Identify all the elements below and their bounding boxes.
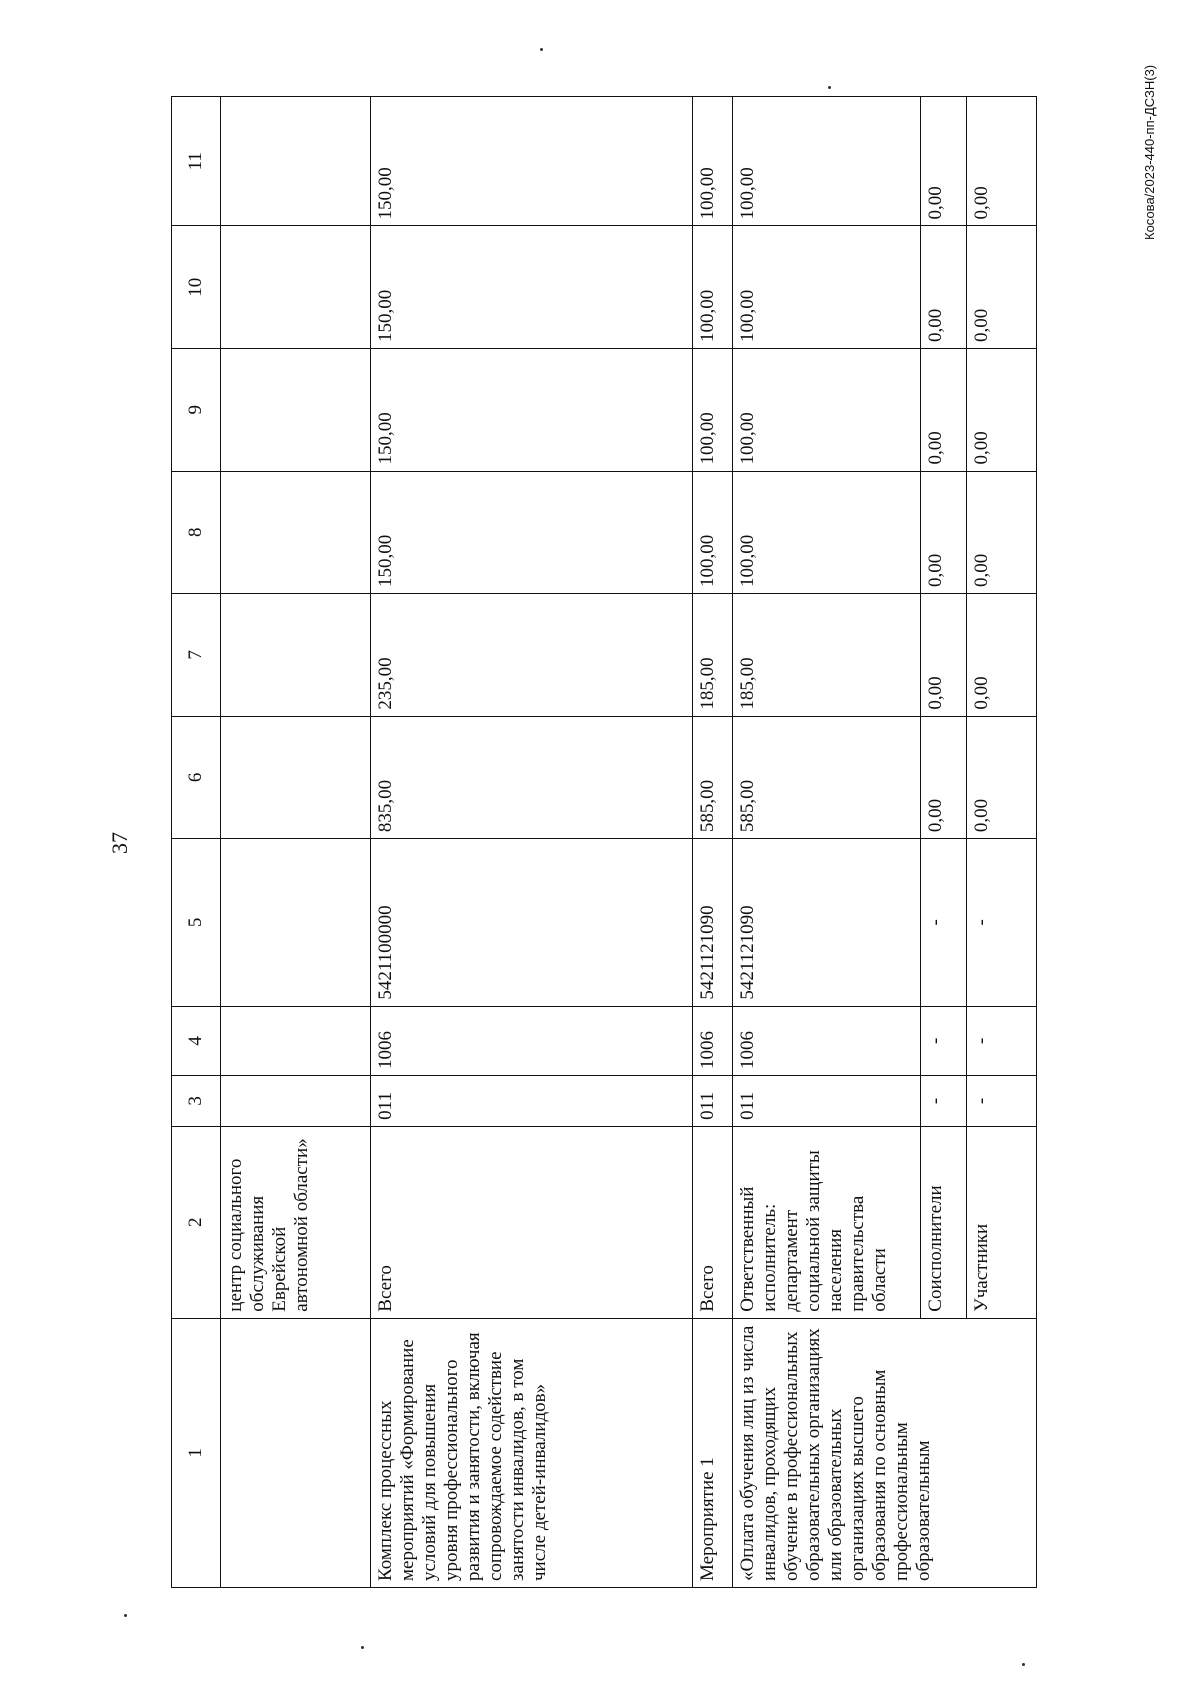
table-cell (221, 1076, 371, 1127)
table-row (371, 97, 693, 1588)
scan-speck (124, 1614, 127, 1617)
column-header: 5 (172, 839, 221, 1007)
table-cell: 100,00 (693, 471, 733, 594)
table-cell (221, 226, 371, 349)
table-cell (221, 349, 371, 472)
table-cell: Участники (967, 1126, 1037, 1318)
table-cell: 150,00 (371, 349, 693, 472)
table-cell (221, 1006, 371, 1075)
table-cell: 835,00 (371, 716, 693, 839)
table-cell: 0,00 (921, 471, 967, 594)
budget-table-rotated (171, 96, 1112, 1588)
table-row (221, 97, 371, 1588)
table-cell: 100,00 (733, 349, 921, 472)
table-cell: 011 (693, 1076, 733, 1127)
table-cell (221, 839, 371, 1007)
column-header: 7 (172, 594, 221, 717)
table-cell: 0,00 (967, 594, 1037, 717)
table-cell: 5421121090 (693, 839, 733, 1007)
table-cell: Соисполнители (921, 1126, 967, 1318)
table-cell: 150,00 (371, 471, 693, 594)
table-cell (221, 716, 371, 839)
table-cell: 011 (733, 1076, 921, 1127)
table-cell: 0,00 (967, 349, 1037, 472)
table-cell: 0,00 (921, 594, 967, 717)
table-cell: Мероприятие 1 (693, 1318, 733, 1587)
table-cell: 0,00 (967, 471, 1037, 594)
scan-speck (828, 86, 831, 89)
table-cell: 100,00 (693, 226, 733, 349)
table-cell: 100,00 (733, 97, 921, 227)
table-cell: 585,00 (693, 716, 733, 839)
table-cell: 185,00 (733, 594, 921, 717)
table-cell: 5421121090 (733, 839, 921, 1007)
table-cell: «Оплата обучения лиц из числа инвалидов, проходящих обучение в профессиональных образовательных организациях или образовательных организациях высшего образования по основным профессиональным образовательным (733, 1318, 1037, 1587)
column-header: 10 (172, 226, 221, 349)
page-number: 37 (107, 832, 132, 854)
table-cell: 100,00 (733, 226, 921, 349)
document-code: Косова/2023-440-пп-ДСЗН(3) (1142, 64, 1157, 240)
table-cell: Комплекс процессных мероприятий «Формирование условий для повышения уровня профессионального развития и занятости, включая сопровождаемое содействие занятости инвалидов, в том числе детей-инвалидов» (371, 1318, 693, 1587)
table-row (693, 97, 733, 1588)
column-header: 3 (172, 1076, 221, 1127)
table-cell: 0,00 (921, 716, 967, 839)
table-cell: 1006 (733, 1006, 921, 1075)
table-cell: 100,00 (693, 97, 733, 227)
table-cell: 100,00 (733, 471, 921, 594)
table-cell: 1006 (371, 1006, 693, 1075)
table-cell: 0,00 (967, 226, 1037, 349)
table-cell (221, 594, 371, 717)
table-cell (221, 471, 371, 594)
column-header: 11 (172, 97, 221, 227)
table-cell: - (921, 1006, 967, 1075)
table-cell: 185,00 (693, 594, 733, 717)
column-header: 9 (172, 349, 221, 472)
budget-table (171, 96, 1037, 1588)
table-cell: 235,00 (371, 594, 693, 717)
column-header: 2 (172, 1126, 221, 1318)
scan-speck (361, 1646, 364, 1649)
table-cell: - (967, 839, 1037, 1007)
scan-speck (540, 48, 543, 51)
table-header-row (172, 97, 221, 1588)
table-cell: 100,00 (693, 349, 733, 472)
column-header: 8 (172, 471, 221, 594)
table-cell: Всего (371, 1126, 693, 1318)
scan-speck (1022, 1663, 1025, 1666)
table-cell: 585,00 (733, 716, 921, 839)
table-row (733, 97, 921, 1588)
table-cell: центр социального обслуживания Еврейской автономной области» (221, 1126, 371, 1318)
table-cell: 011 (371, 1076, 693, 1127)
column-header: 6 (172, 716, 221, 839)
table-cell: 0,00 (921, 349, 967, 472)
table-cell: - (921, 839, 967, 1007)
table-cell: Всего (693, 1126, 733, 1318)
table-cell: - (967, 1006, 1037, 1075)
table-cell: 0,00 (967, 716, 1037, 839)
table-cell: 150,00 (371, 97, 693, 227)
table-cell: 5421100000 (371, 839, 693, 1007)
table-cell (221, 97, 371, 227)
table-cell: 150,00 (371, 226, 693, 349)
table-cell: - (921, 1076, 967, 1127)
table-cell (221, 1318, 371, 1587)
column-header: 1 (172, 1318, 221, 1587)
table-cell: 1006 (693, 1006, 733, 1075)
table-cell: 0,00 (921, 226, 967, 349)
table-cell: 0,00 (967, 97, 1037, 227)
table-cell: 0,00 (921, 97, 967, 227)
table-cell: - (967, 1076, 1037, 1127)
table-cell: Ответственный исполнитель: департамент социальной защиты населения правительства области (733, 1126, 921, 1318)
column-header: 4 (172, 1006, 221, 1075)
